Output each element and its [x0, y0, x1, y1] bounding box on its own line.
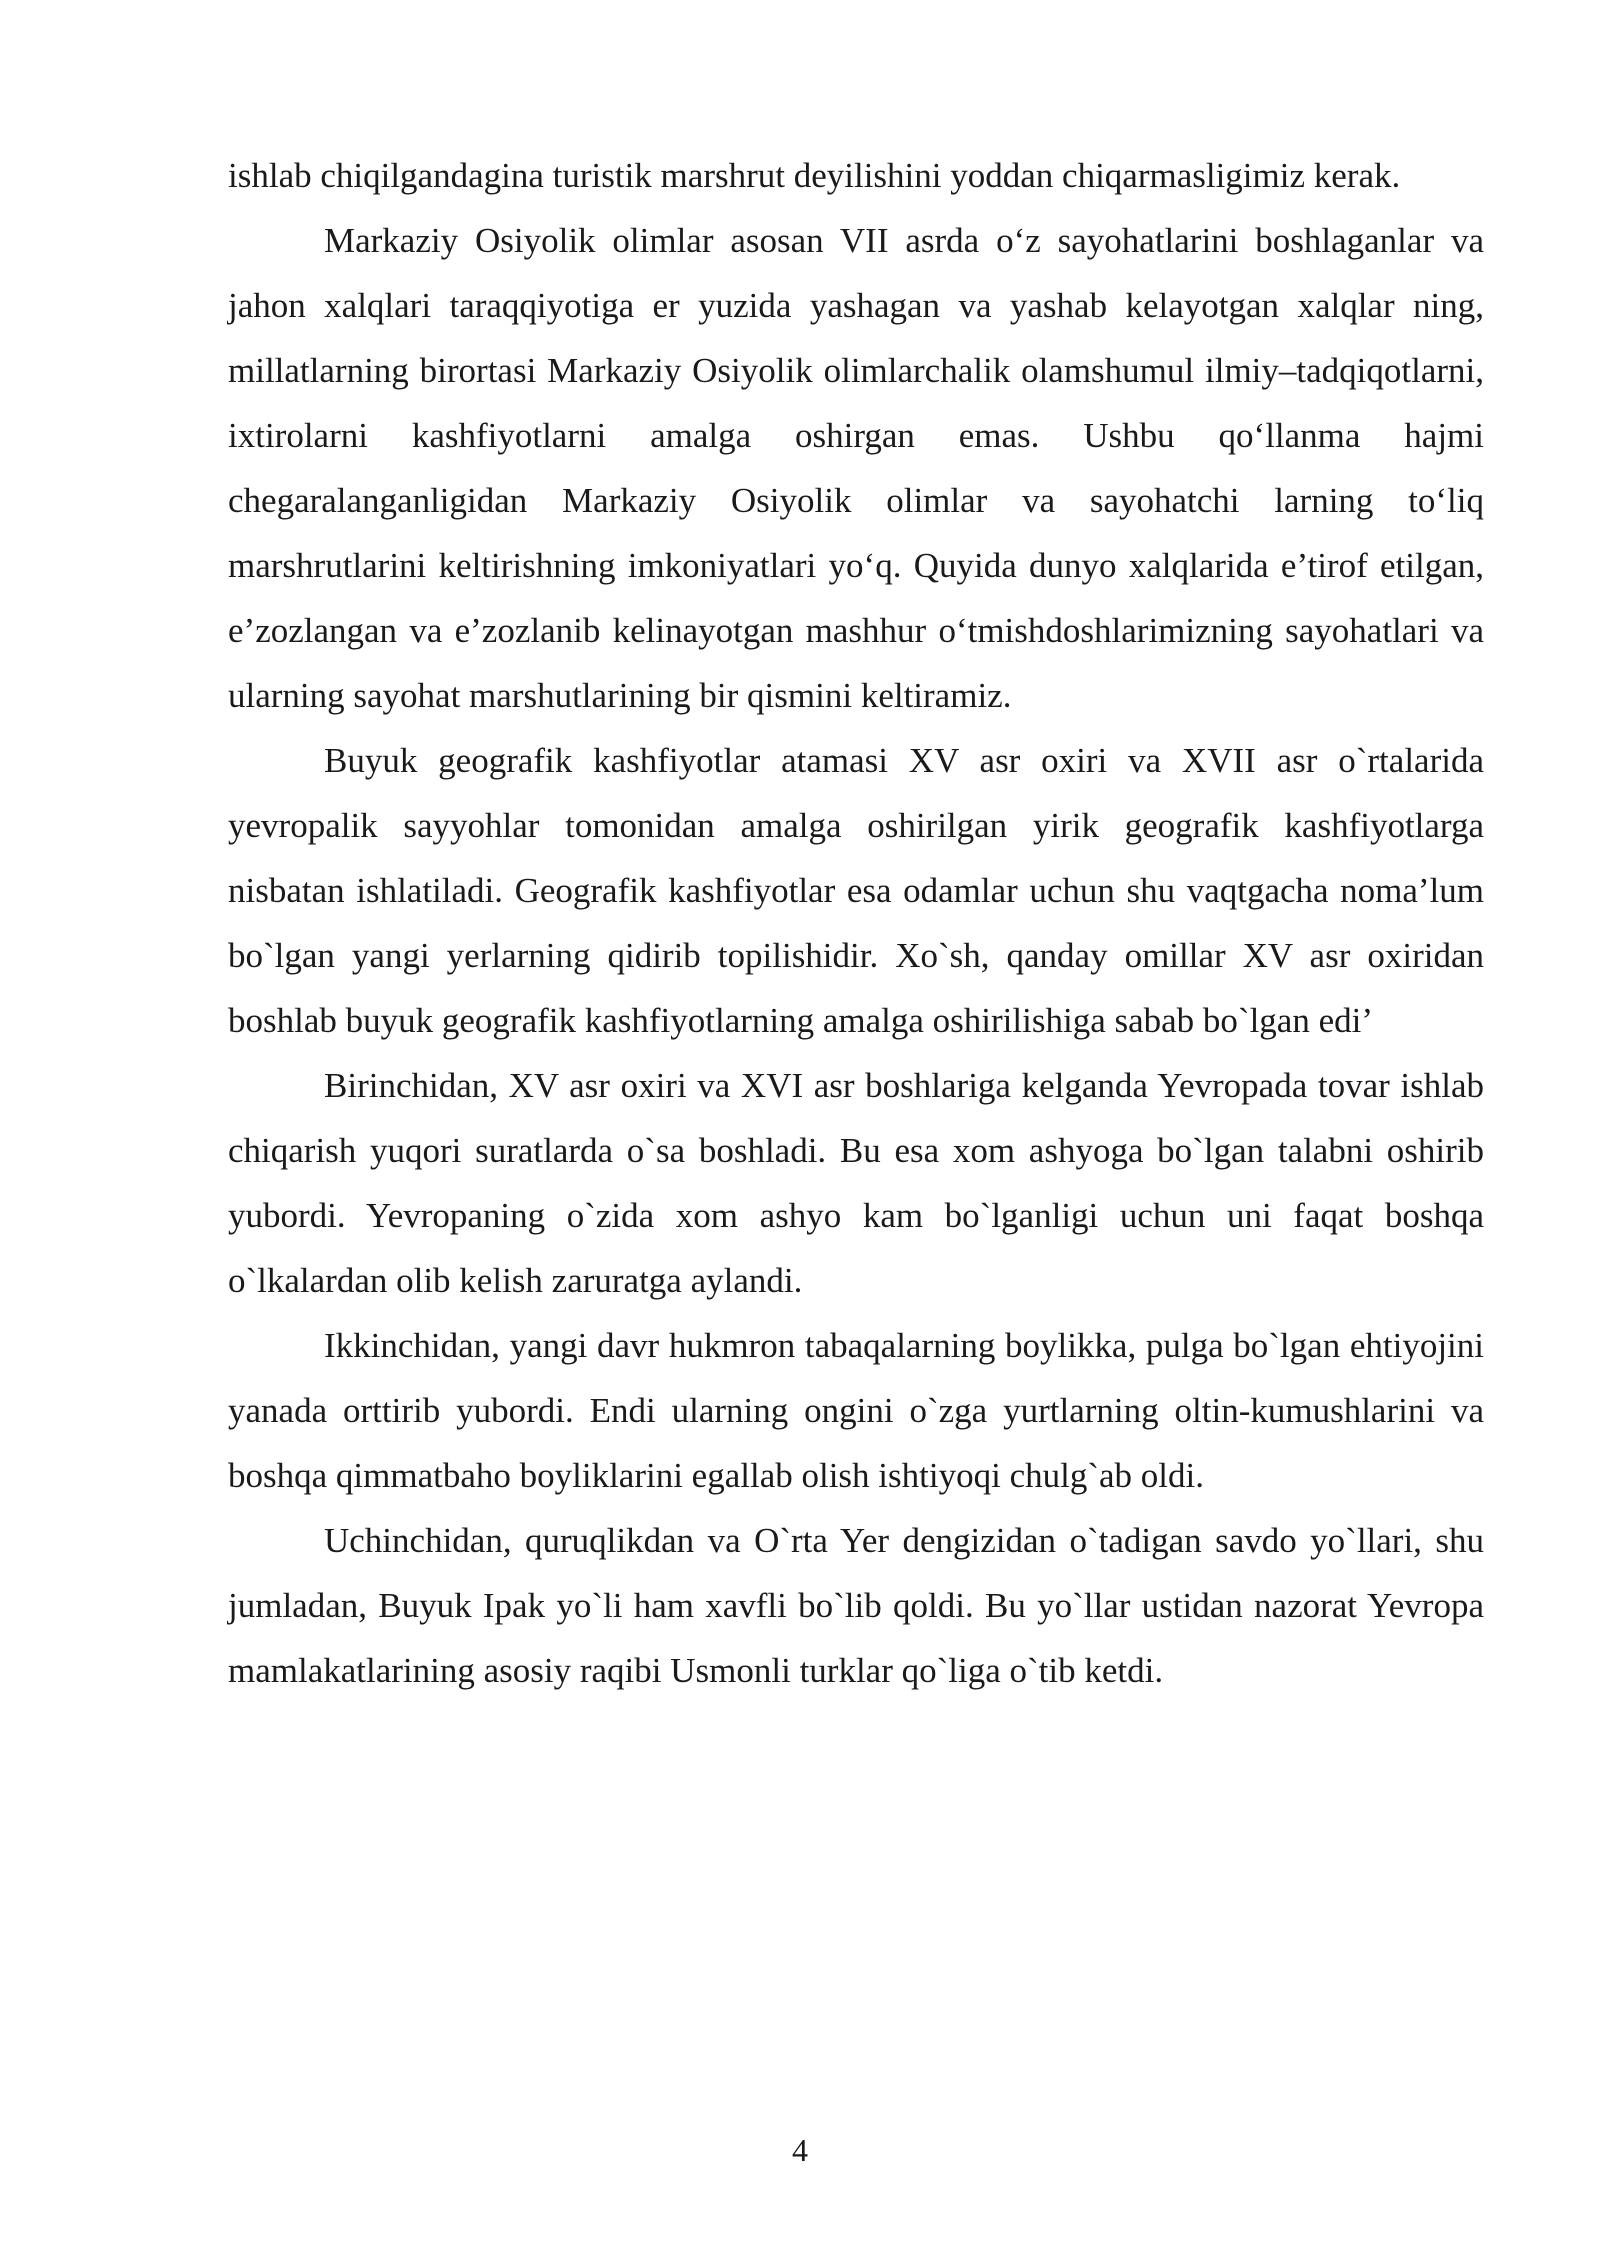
- body-text: [228, 143, 1484, 1703]
- paragraph-great-discoveries: Buyuk geografik kashfiyotlar atamasi XV asr oxiri va XVII asr o`rtalarida yevropalik sayyohlar tomonidan amalga oshirilgan yirik geografik kashfiyotlarga nisbatan ishlatiladi. Geografik kashfiyotlar esa odamlar uchun shu vaqtgacha noma’lum bo`lgan yangi yerlarning qidirib topilishidir. Xo`sh, qanday omillar XV asr oxiridan boshlab buyuk geografik kashfiyotlarning amalga oshirilishiga sabab bo`lgan edi’: [228, 741, 1484, 1040]
- paragraph-first-reason: Birinchidan, XV asr oxiri va XVI asr boshlariga kelganda Yevropada tovar ishlab chiqarish yuqori suratlarda o`sa boshladi. Bu esa xom ashyoga bo`lgan talabni oshirib yubordi. Yevropaning o`zida xom ashyo kam bo`lganligi uchun uni faqat boshqa o`lkalardan olib kelish zaruratga aylandi.: [228, 1066, 1484, 1300]
- page-number: 4: [792, 2132, 808, 2168]
- paragraph-second-reason: Ikkinchidan, yangi davr hukmron tabaqalarning boylikka, pulga bo`lgan ehtiyojini yanada orttirib yubordi. Endi ularning ongini o`zga yurtlarning oltin-kumushlarini va boshqa qimmatbaho boyliklarini egallab olish ishtiyoqi chulg`ab oldi.: [228, 1326, 1484, 1495]
- paragraph-continuation: ishlab chiqilgandagina turistik marshrut deyilishini yoddan chiqarmasligimiz kerak.: [228, 156, 1401, 195]
- paragraph-third-reason: Uchinchidan, quruqlikdan va O`rta Yer dengizidan o`tadigan savdo yo`llari, shu jumladan, Buyuk Ipak yo`li ham xavfli bo`lib qoldi. Bu yo`llar ustidan nazorat Yevropa mamlakatlarining asosiy raqibi Usmonli turklar qo`liga o`tib ketdi.: [228, 1521, 1484, 1690]
- paragraph-central-asian-scholars: Markaziy Osiyolik olimlar asosan VII asrda o‘z sayohatlarini boshlaganlar va jahon xalqlari taraqqiyotiga er yuzida yashagan va yashab kelayotgan xalqlar ning, millatlarning birortasi Markaziy Osiyolik olimlarchalik olamshumul ilmiy–tadqiqotlarni, ixtirolarni kashfiyotlarni amalga oshirgan emas. Ushbu qo‘llanma hajmi chegaralanganligidan Markaziy Osiyolik olimlar va sayohatchi larning to‘liq marshrutlarini keltirishning imkoniyatlari yo‘q. Quyida dunyo xalqlarida e’tirof etilgan, e’zozlangan va e’zozlanib kelinayotgan mashhur o‘tmishdoshlarimizning sayohatlari va ularning sayohat marshutlarining bir qismini keltiramiz.: [228, 221, 1484, 715]
